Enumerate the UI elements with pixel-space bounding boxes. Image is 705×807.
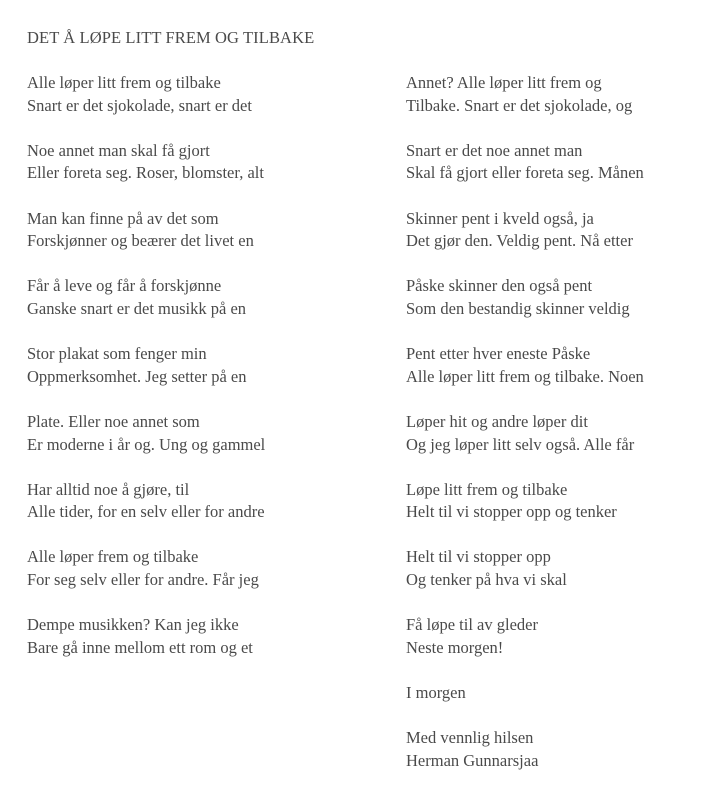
poem-line: Alle løper litt frem og tilbake. Noen <box>406 366 644 386</box>
stanza <box>27 343 265 388</box>
stanza-gap <box>406 321 644 344</box>
poem-line: Noe annet man skal få gjort <box>27 140 210 160</box>
stanza <box>406 411 644 456</box>
stanza-gap <box>27 388 265 411</box>
poem-line: Og tenker på hva vi skal <box>406 570 567 590</box>
poem-line: Er moderne i år og. Ung og gammel <box>27 434 266 454</box>
poem-line: Plate. Eller noe annet som <box>27 411 200 431</box>
stanza <box>27 411 265 456</box>
poem-line: Få løpe til av gleder <box>406 615 538 635</box>
right-column <box>406 72 644 772</box>
poem-line: Dempe musikken? Kan jeg ikke <box>27 615 239 635</box>
poem-line: Tilbake. Snart er det sjokolade, og <box>406 95 633 115</box>
stanza-gap <box>27 524 265 547</box>
poem-line: I morgen <box>406 683 466 703</box>
stanza-gap <box>406 456 644 479</box>
poem-line: Snart er det sjokolade, snart er det <box>27 95 252 115</box>
stanza-gap <box>406 117 644 140</box>
stanza <box>27 275 265 320</box>
stanza-gap <box>27 117 265 140</box>
poem-line: Skinner pent i kveld også, ja <box>406 208 594 228</box>
poem-line: Alle tider, for en selv eller for andre <box>27 502 265 522</box>
stanza-gap <box>406 185 644 208</box>
stanza <box>406 72 644 117</box>
poem-line: Med vennlig hilsen <box>406 728 534 748</box>
poem-line: Alle løper litt frem og tilbake <box>27 73 221 92</box>
stanza-gap <box>27 456 265 479</box>
poem-line: Stor plakat som fenger min <box>27 344 207 364</box>
poem-line: Pent etter hver eneste Påske <box>406 344 591 364</box>
stanza <box>406 275 644 320</box>
poem-line: Og jeg løper litt selv også. Alle får <box>406 434 635 454</box>
poem-line: Som den bestandig skinner veldig <box>406 298 630 318</box>
stanza <box>406 479 644 524</box>
poem-line: Løper hit og andre løper dit <box>406 411 588 431</box>
poem-line: Alle løper frem og tilbake <box>27 547 199 567</box>
stanza <box>406 614 644 659</box>
poem-line: Oppmerksomhet. Jeg setter på en <box>27 366 247 386</box>
poem-line: Bare gå inne mellom ett rom og et <box>27 637 253 657</box>
stanza <box>27 479 265 524</box>
poem-line: Har alltid noe å gjøre, til <box>27 479 190 499</box>
stanza <box>406 343 644 388</box>
poem-line: Annet? Alle løper litt frem og <box>406 73 602 92</box>
poem-line: Skal få gjort eller foreta seg. Månen <box>406 163 644 183</box>
poem-line: Påske skinner den også pent <box>406 276 593 296</box>
stanza <box>27 208 265 253</box>
poem-line: For seg selv eller for andre. Får jeg <box>27 570 259 590</box>
poem-line: Herman Gunnarsjaa <box>406 750 539 770</box>
stanza-gap <box>406 524 644 547</box>
stanza-gap <box>406 592 644 615</box>
stanza-gap <box>406 659 644 682</box>
stanza <box>27 614 265 659</box>
stanza <box>406 208 644 253</box>
poem-line: Får å leve og får å forskjønne <box>27 276 222 296</box>
stanza-gap <box>27 253 265 276</box>
stanza-gap <box>406 705 644 728</box>
left-column <box>27 72 265 659</box>
poem-line: Helt til vi stopper opp og tenker <box>406 502 617 522</box>
stanza-gap <box>27 321 265 344</box>
poem-line: Snart er det noe annet man <box>406 140 583 160</box>
stanza <box>406 682 644 705</box>
poem-title: DET Å LØPE LITT FREM OG TILBAKE <box>27 28 315 47</box>
poem-line: Eller foreta seg. Roser, blomster, alt <box>27 163 264 183</box>
stanza-gap <box>406 253 644 276</box>
stanza <box>27 546 265 591</box>
stanza-gap <box>27 185 265 208</box>
stanza <box>406 140 644 185</box>
poem-line: Neste morgen! <box>406 637 504 657</box>
stanza-gap <box>27 592 265 615</box>
poem-line: Man kan finne på av det som <box>27 208 219 228</box>
poem-line: Ganske snart er det musikk på en <box>27 298 247 318</box>
poem-line: Forskjønner og beærer det livet en <box>27 231 254 251</box>
poem-line: Løpe litt frem og tilbake <box>406 479 568 499</box>
stanza <box>27 72 265 117</box>
stanza-gap <box>406 388 644 411</box>
poem-line: Helt til vi stopper opp <box>406 547 551 567</box>
poem-line: Det gjør den. Veldig pent. Nå etter <box>406 231 633 251</box>
stanza <box>406 546 644 591</box>
stanza <box>406 727 644 772</box>
stanza <box>27 140 265 185</box>
